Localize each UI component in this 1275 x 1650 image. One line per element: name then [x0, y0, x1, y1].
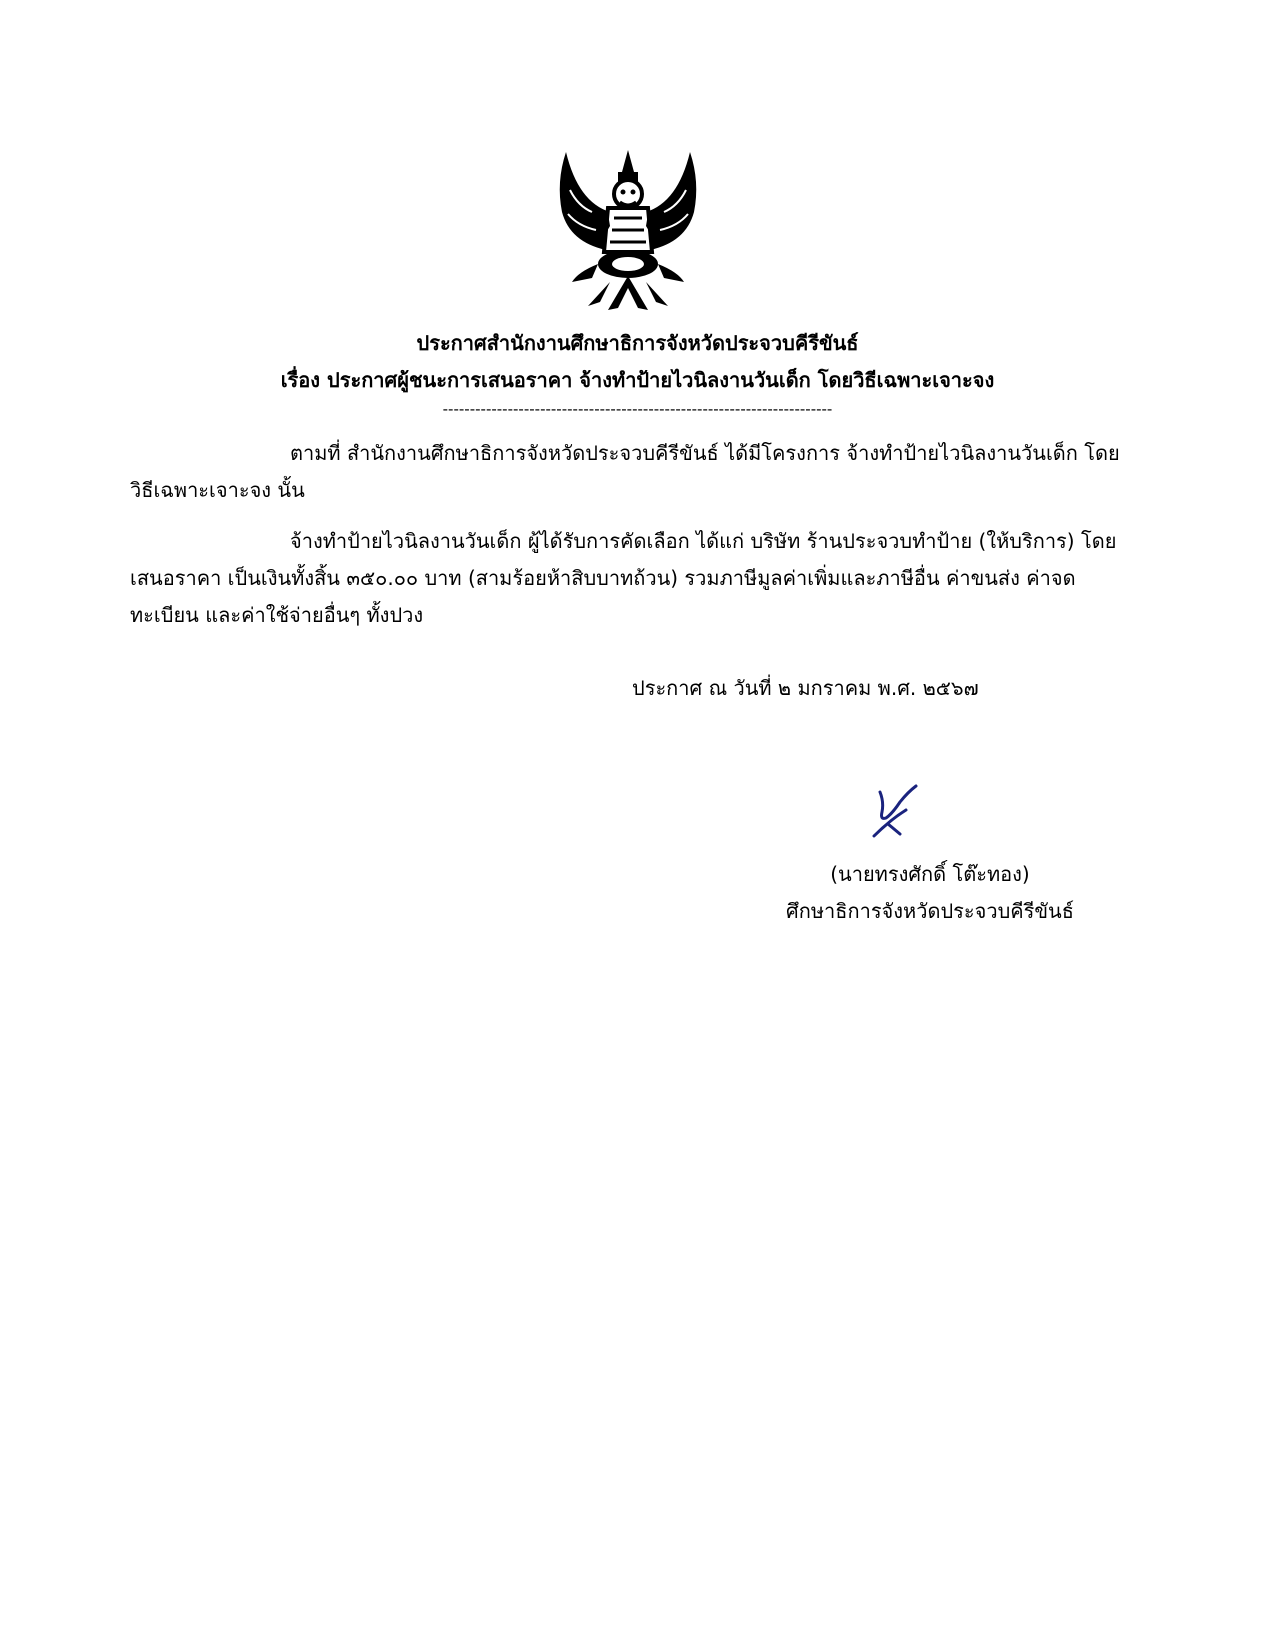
paragraph-2-text: จ้างทำป้ายไวนิลงานวันเด็ก ผู้ได้รับการคัดเลือก ได้แก่ บริษัท ร้านประจวบทำป้าย (ให้บริการ) โดยเสนอราคา เป็นเงินทั้งสิ้น ๓๕๐.๐๐ บาท (สามร้อยห้าสิบบาทถ้วน) รวมภาษีมูลค่าเพิ่มและภาษีอื่น ค่าขนส่ง ค่าจดทะเบียน และค่าใช้จ่ายอื่นๆ ทั้งปวง — [130, 529, 1117, 627]
garuda-emblem-icon — [548, 142, 708, 314]
signatory-name: (นายทรงศักดิ์ โต๊ะทอง) — [830, 862, 1030, 886]
body-paragraph-1 — [130, 435, 1140, 509]
body-paragraph-2 — [130, 523, 1140, 634]
separator-line: ------------------------------------------------------------------------ — [442, 400, 833, 418]
signature-icon — [870, 784, 930, 844]
announcement-subject: เรื่อง ประกาศผู้ชนะการเสนอราคา จ้างทำป้ายไวนิลงานวันเด็ก โดยวิธีเฉพาะเจาะจง — [280, 368, 995, 392]
announcement-title: ประกาศสำนักงานศึกษาธิการจังหวัดประจวบคีรีขันธ์ — [416, 331, 859, 355]
paragraph-1-text: ตามที่ สำนักงานศึกษาธิการจังหวัดประจวบคีรีขันธ์ ได้มีโครงการ จ้างทำป้ายไวนิลงานวันเด็ก โดยวิธีเฉพาะเจาะจง นั้น — [130, 441, 1120, 502]
announcement-date: ประกาศ ณ วันที่ ๒ มกราคม พ.ศ. ๒๕๖๗ — [632, 676, 979, 700]
signatory-position: ศึกษาธิการจังหวัดประจวบคีรีขันธ์ — [786, 899, 1074, 923]
